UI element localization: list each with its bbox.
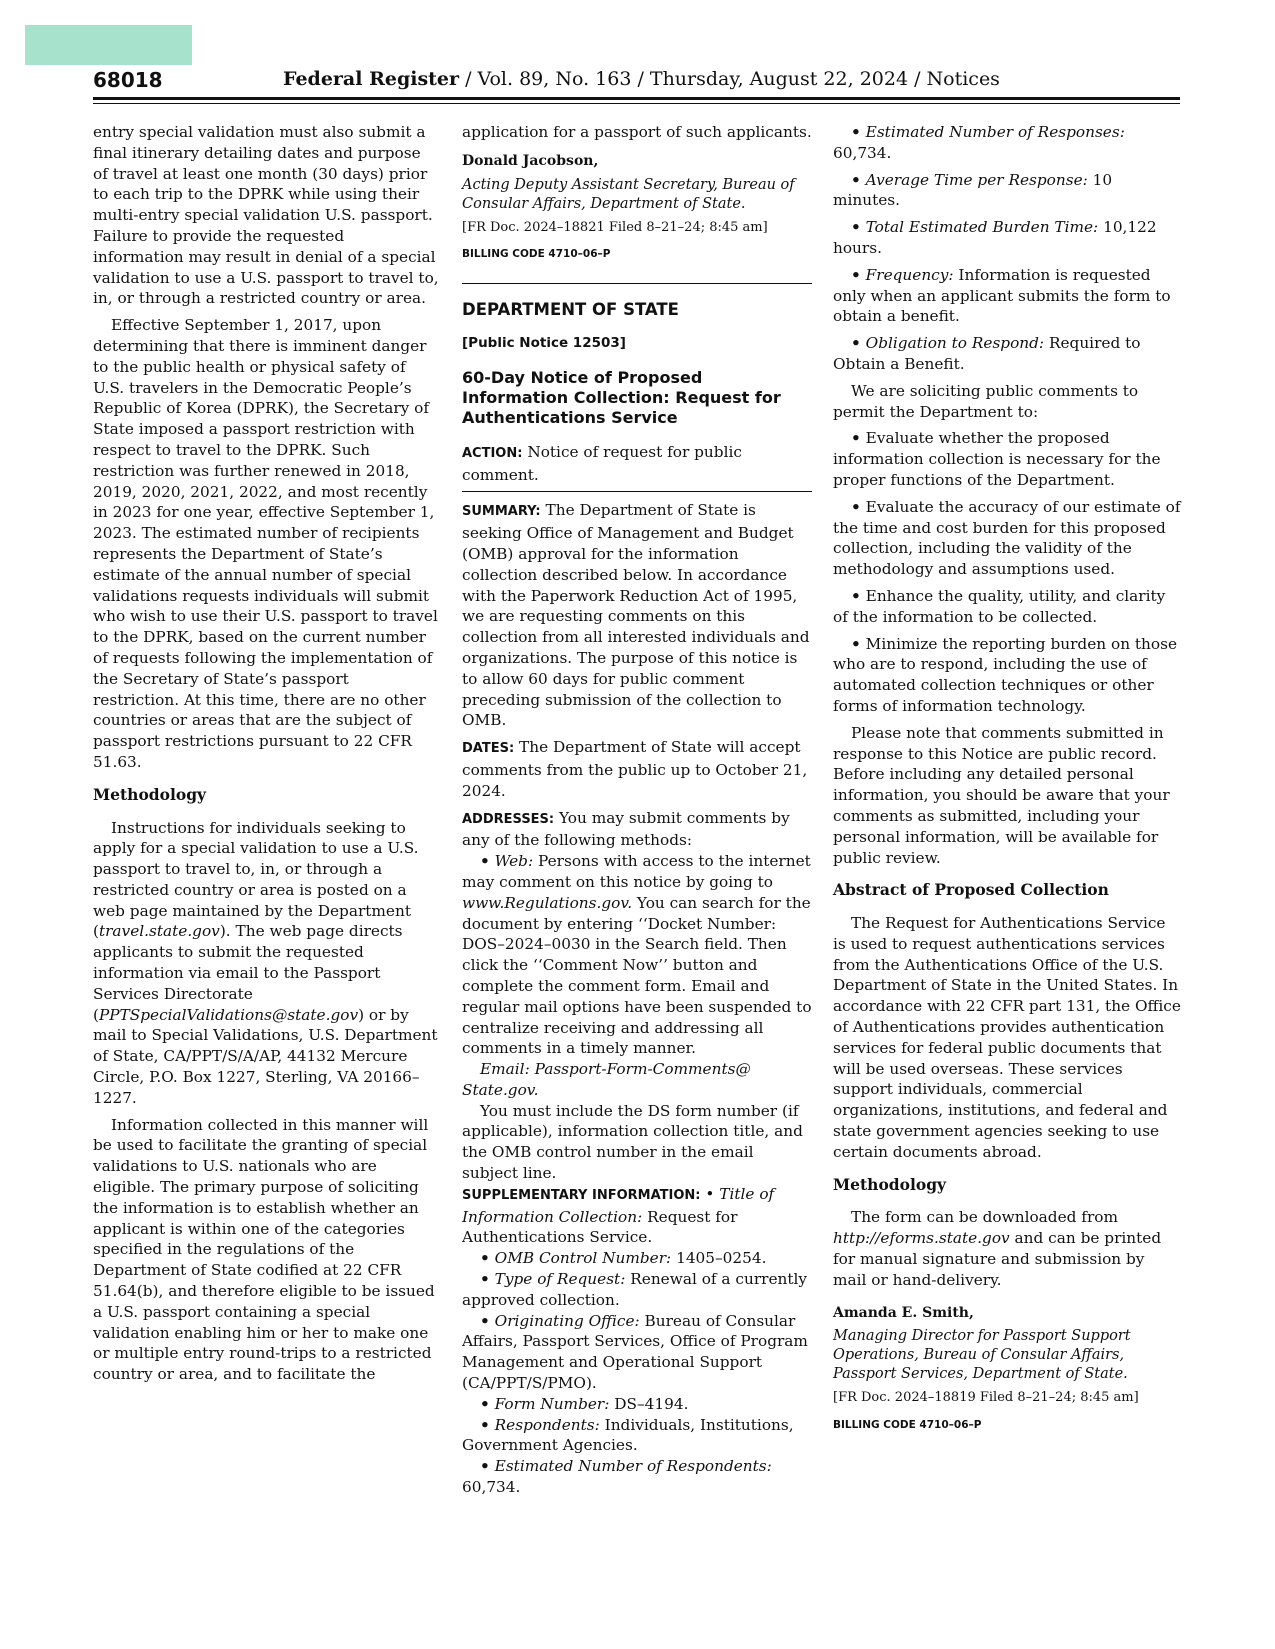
dates-text: The Department of State will accept comments from the public up to October 21, 2024. xyxy=(462,738,808,800)
list-item xyxy=(833,634,1181,717)
bullet-icon: • xyxy=(851,265,861,284)
bullet-icon: • xyxy=(851,170,861,189)
item-value: 1405–0254. xyxy=(676,1249,767,1268)
text-run: ) or by mail to Special Validations, U.S. Department of State, CA/PPT/S/A/AP, 44132 Mercure Circle, P.O. Box 1227, Sterling, VA 20166–1227. xyxy=(93,1005,438,1107)
bullet-icon: • xyxy=(705,1184,715,1203)
item-label: Respondents: xyxy=(494,1415,600,1434)
section-divider xyxy=(462,283,812,284)
paragraph: We are soliciting public comments to permit the Department to: xyxy=(833,381,1139,421)
addresses-paragraph xyxy=(462,808,812,852)
item-value: Information is requested only when an applicant submits the form to obtain a benefit. xyxy=(833,265,1171,326)
web-label: Web: xyxy=(494,852,534,871)
item-value: 60,734. xyxy=(462,1478,521,1497)
item-label: Average Time per Response: xyxy=(865,170,1088,189)
paragraph xyxy=(833,1207,1181,1290)
bullet-icon: • xyxy=(480,1415,490,1434)
link-eforms[interactable]: http://eforms.state.gov xyxy=(833,1229,1010,1248)
item-value: Minimize the reporting burden on those who are to respond, including the use of automated collection techniques or other forms of information technology. xyxy=(833,634,1178,715)
item-label: Estimated Number of Respondents: xyxy=(494,1457,772,1476)
text-run: Instructions for individuals seeking to apply for a special validation to use a U.S. passport to travel to, in, or through a restricted country or area is posted on a web page maintained by the Department ( xyxy=(93,818,419,941)
public-notice-number: [Public Notice 12503] xyxy=(462,334,626,351)
item-value: DS–4194. xyxy=(614,1394,689,1413)
addresses-label: ADDRESSES: xyxy=(462,811,555,827)
bullet-icon: • xyxy=(851,586,861,605)
email-line xyxy=(462,1059,812,1101)
supplementary-label: SUPPLEMENTARY INFORMATION: xyxy=(462,1187,701,1203)
bullet-icon: • xyxy=(480,1457,490,1476)
link-comments-email[interactable]: Email: Passport-Form-Comments@ State.gov. xyxy=(462,1060,751,1099)
section-heading-abstract: Abstract of Proposed Collection xyxy=(833,880,1109,900)
item-label: Type of Request: xyxy=(494,1270,626,1289)
item-value: Required to Obtain a Benefit. xyxy=(833,334,1141,373)
text-run: You can search for the document by entering ‘‘Docket Number: DOS–2024–0030 in the Search field. Then click the ‘‘Comment Now’’ button and complete the comment form. Email and regular mail options have been suspended to centralize receiving and addressing all comments in a timely manner. xyxy=(462,893,812,1058)
bullet-icon: • xyxy=(480,852,490,871)
journal-title: Federal Register xyxy=(283,68,460,90)
list-item xyxy=(833,586,1181,628)
paragraph: The Request for Authentications Service is used to request authentications services from the Authentications Office of the U.S. Department of State in the United States. In accordance with 22 CFR part 131, the Office of Authentications provides authentication services for federal public documents that will be used overseas. These services support individuals, commercial organizations, institutions, and federal and state government agencies seeking to use certain documents abroad. xyxy=(833,914,1181,1161)
item-value: 10,122 hours. xyxy=(833,218,1157,257)
item-value: Individuals, Institutions, Government Agencies. xyxy=(462,1415,794,1455)
item-value: Bureau of Consular Affairs, Passport Services, Office of Program Management and Operational Support (CA/PPT/S/PMO). xyxy=(462,1311,808,1393)
action-label: ACTION: xyxy=(462,445,523,461)
billing-code: BILLING CODE 4710–06–P xyxy=(833,1419,982,1432)
list-item xyxy=(833,428,1181,490)
item-value: Renewal of a currently approved collection. xyxy=(462,1270,808,1309)
column-2 xyxy=(462,122,812,1498)
bullet-icon: • xyxy=(851,218,861,237)
text-run: and can be printed for manual signature and submission by mail or hand-delivery. xyxy=(833,1229,1162,1289)
addresses-text: You may submit comments by any of the following methods: xyxy=(462,808,790,850)
item-label: Title of Information Collection: xyxy=(462,1184,775,1226)
item-label: Obligation to Respond: xyxy=(865,334,1045,353)
bullet-icon: • xyxy=(480,1249,490,1268)
supplementary-paragraph xyxy=(462,1184,812,1248)
signer-title: Managing Director for Passport Support Operations, Bureau of Consular Affairs, Passport Services, Department of State. xyxy=(833,1328,1131,1383)
fr-doc-line: [FR Doc. 2024–18819 Filed 8–21–24; 8:45 am] xyxy=(833,1390,1139,1406)
bullet-icon: • xyxy=(851,123,861,141)
list-item xyxy=(462,1394,812,1415)
item-label: Originating Office: xyxy=(494,1311,640,1330)
summary-label: SUMMARY: xyxy=(462,504,541,520)
list-item xyxy=(833,497,1181,580)
item-label: Total Estimated Burden Time: xyxy=(865,218,1099,237)
bullet-icon: • xyxy=(851,334,861,353)
bullet-icon: • xyxy=(851,429,861,448)
text-run: ). The web page directs applicants to submit the requested information via email to the Passport Services Directorate ( xyxy=(93,922,403,1024)
notice-title: 60-Day Notice of Proposed Information Collection: Request for Authentications Service xyxy=(462,367,781,427)
signer-name: Donald Jacobson, xyxy=(462,152,599,169)
action-divider xyxy=(462,491,812,492)
bullet-icon: • xyxy=(480,1311,490,1330)
section-heading-methodology: Methodology xyxy=(833,1174,947,1194)
item-label: Frequency: xyxy=(865,265,954,284)
header-rule-thick xyxy=(93,97,1180,100)
list-item xyxy=(833,170,1181,212)
header-rule-thin xyxy=(93,103,1180,104)
column-3 xyxy=(833,122,1181,1436)
header-citation xyxy=(283,68,1000,90)
section-heading-methodology: Methodology xyxy=(93,784,207,804)
list-item xyxy=(833,122,1181,164)
signer-title: Acting Deputy Assistant Secretary, Bureau of Consular Affairs, Department of State. xyxy=(462,176,795,212)
issue-info: / Vol. 89, No. 163 / Thursday, August 22, 2024 / Notices xyxy=(459,68,1000,90)
paragraph: You must include the DS form number (if applicable), information collection title, and the OMB control number in the email subject line. xyxy=(462,1101,803,1183)
list-item xyxy=(462,1415,812,1457)
web-bullet xyxy=(462,851,812,1059)
item-value: Request for Authentications Service. xyxy=(462,1207,738,1247)
text-run: Persons with access to the internet may comment on this notice by going to xyxy=(462,852,811,891)
fr-doc-line: [FR Doc. 2024–18821 Filed 8–21–24; 8:45 am] xyxy=(462,219,768,235)
list-item xyxy=(462,1269,812,1311)
dates-label: DATES: xyxy=(462,741,515,757)
paragraph: entry special validation must also submit a final itinerary detailing dates and purpose of travel at least one month (30 days) prior to each trip to the DPRK while using their multi-entry special validation U.S. passport. Failure to provide the requested information may result in denial of a special validation to use a U.S. passport to travel to, in, or through a restricted country or area. xyxy=(93,123,439,308)
item-label: Estimated Number of Responses: xyxy=(865,123,1125,141)
page-number: 68018 xyxy=(93,68,163,92)
item-value: 10 minutes. xyxy=(833,170,1113,210)
item-value: Evaluate whether the proposed information collection is necessary for the proper functions of the Department. xyxy=(833,429,1161,489)
item-value: Evaluate the accuracy of our estimate of the time and cost burden for this proposed collection, including the validity of the methodology and assumptions used. xyxy=(833,497,1181,579)
signer-name: Amanda E. Smith, xyxy=(833,1304,974,1321)
item-value: 60,734. xyxy=(833,143,892,162)
list-item xyxy=(462,1248,812,1269)
list-item xyxy=(462,1311,812,1394)
paragraph: Information collected in this manner will be used to facilitate the granting of special validations to U.S. nationals who are eligible. The primary purpose of soliciting the information is to establish whether an applicant is within one of the categories specified in the regulations of the Department of State codified at 22 CFR 51.64(b), and therefore eligible to be issued a U.S. passport containing a special validation enabling him or her to make one or multiple entry round-trips to a restricted country or area, and to facilitate the xyxy=(93,1115,435,1384)
bullet-icon: • xyxy=(851,634,861,653)
department-heading: DEPARTMENT OF STATE xyxy=(462,300,679,320)
page-tab-marker xyxy=(25,25,192,65)
item-value: Enhance the quality, utility, and clarity of the information to be collected. xyxy=(833,586,1166,626)
paragraph: application for a passport of such applicants. xyxy=(462,123,812,141)
link-regulations-gov[interactable]: www.Regulations.gov. xyxy=(462,893,633,912)
text-run: The form can be downloaded from xyxy=(851,1208,1118,1227)
item-label: OMB Control Number: xyxy=(494,1249,672,1268)
summary-paragraph xyxy=(462,500,812,731)
summary-text: The Department of State is seeking Office of Management and Budget (OMB) approval for the information collection described below. In accordance with the Paperwork Reduction Act of 1995, we are requesting comments on this collection from all interested individuals and organizations. The purpose of this notice is to allow 60 days for public comment preceding submission of the collection to OMB. xyxy=(462,501,810,730)
list-item xyxy=(833,265,1181,327)
column-1 xyxy=(93,122,439,1385)
list-item xyxy=(462,1456,812,1498)
paragraph: Effective September 1, 2017, upon determining that there is imminent danger to the public health or physical safety of U.S. travelers in the Democratic People’s Republic of Korea (DPRK), the Secretary of State imposed a passport restriction with respect to travel to the DPRK. Such restriction was further renewed in 2018, 2019, 2020, 2021, 2022, and most recently in 2023 for one year, effective September 1, 2023. The estimated number of recipients represents the Department of State’s estimate of the annual number of special validations requests individuals will submit who wish to use their U.S. passport to travel to the DPRK, based on the current number of requests following the implementation of the Secretary of State’s passport restriction. At this time, there are no other countries or areas that are the subject of passport restrictions pursuant to 22 CFR 51.63. xyxy=(93,316,438,771)
link-travel-state-gov[interactable]: travel.state.gov xyxy=(98,922,220,941)
running-header xyxy=(93,68,1180,94)
paragraph: Please note that comments submitted in response to this Notice are public record. Before including any detailed personal information, you should be aware that your comments as submitted, including your personal information, will be available for public review. xyxy=(833,723,1170,867)
bullet-icon: • xyxy=(480,1270,490,1289)
billing-code: BILLING CODE 4710–06–P xyxy=(462,248,611,261)
list-item xyxy=(833,217,1181,259)
item-label: Form Number: xyxy=(494,1394,610,1413)
action-paragraph xyxy=(462,442,812,486)
dates-paragraph xyxy=(462,737,812,801)
paragraph xyxy=(93,818,439,1109)
bullet-icon: • xyxy=(480,1394,490,1413)
list-item xyxy=(833,333,1181,375)
link-ppt-email[interactable]: PPTSpecialValidations@state.gov xyxy=(98,1005,359,1024)
action-text: Notice of request for public comment. xyxy=(462,442,742,484)
bullet-icon: • xyxy=(851,497,861,516)
